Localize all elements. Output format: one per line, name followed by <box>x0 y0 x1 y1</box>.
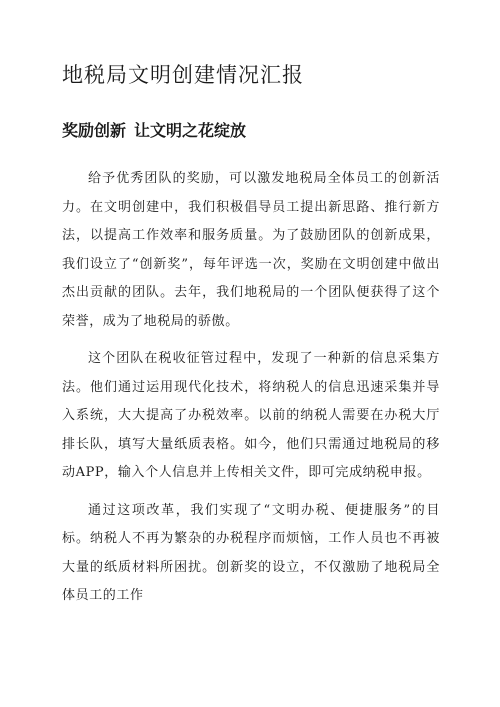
section-heading <box>62 120 440 142</box>
body-paragraph-1: 给予优秀团队的奖励，可以激发地税局全体员工的创新活力。在文明创建中，我们积极倡导员工提出新思路、推行新方法，以提高工作效率和服务质量。为了鼓励团队的创新成果，我们设立了“创新奖”，每年评选一次，奖励在文明创建中做出杰出贡献的团队。去年，我们地税局的一个团队便获得了这个荣誉，成为了地税局的骄傲。 <box>62 171 440 329</box>
body-paragraph-3: 通过这项改革，我们实现了“文明办税、便捷服务”的目标。纳税人不再为繁杂的办税程序而烦恼，工作人员也不再被大量的纸质材料所困扰。创新奖的设立，不仅激励了地税局全体员工的工作 <box>62 502 440 603</box>
section-heading-part1: 奖励创新 <box>62 121 127 140</box>
document-title: 地税局文明创建情况汇报 <box>62 63 304 87</box>
body-paragraph-2: 这个团队在税收征管过程中，发现了一种新的信息采集方法。他们通过运用现代化技术，将纳税人的信息迅速采集并导入系统，大大提高了办税效率。以前的纳税人需要在办税大厅排长队，填写大量纸质表格。如今，他们只需通过地税局的移动APP，输入个人信息并上传相关文件，即可完成纳税申报。 <box>62 351 440 480</box>
section-heading-part2: 让文明之花绽放 <box>134 121 247 140</box>
